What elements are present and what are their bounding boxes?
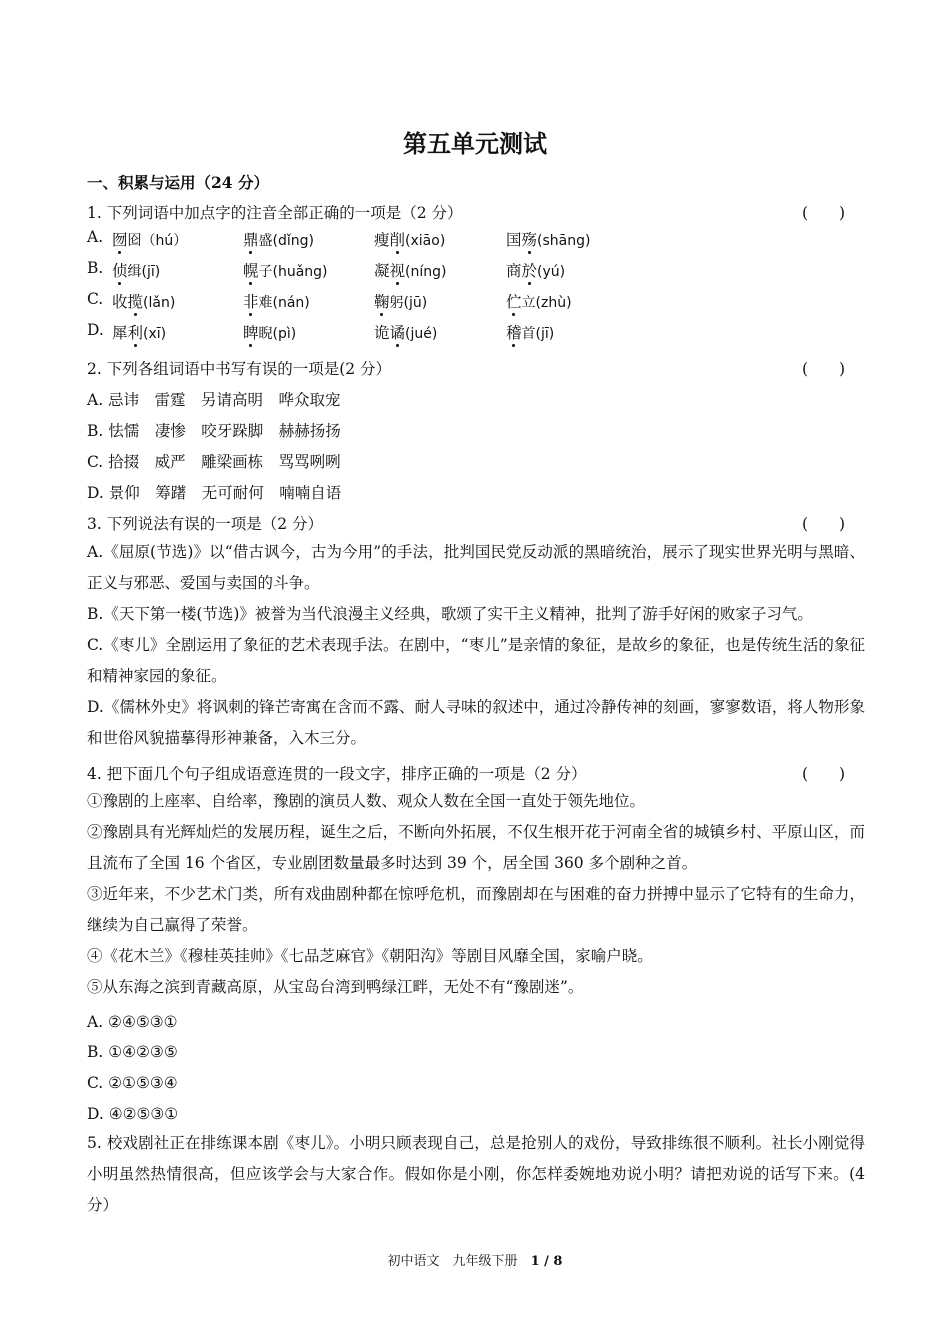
dotted-character: 削 [389,231,406,249]
term-pinyin: 盛(dǐng) [258,233,314,249]
page-footer [0,1250,950,1269]
sentence-4: ④《花木兰》《穆桂英挂帅》《七品芝麻官》《朝阳沟》等剧目风靡全国，家喻户晓。 [87,947,653,965]
question-5: 5. 校戏剧社正在排练课本剧《枣儿》。小明只顾表现自己，总是抢别人的戏份，导致排练很不顺利。社长小刚觉得小明虽然热情很高，但应该学会与大家合作。假如你是小刚，你怎样委婉地劝说小明？请把劝说的话写下来。(4 分） [87,1134,865,1214]
dotted-character: 视 [389,262,406,280]
term-pinyin: 囵（hú） [127,233,188,249]
question-2-option-d: D. 景仰 筹躇 无可耐何 喃喃自语 [87,484,342,502]
answer-bracket-4: ( ) [802,765,846,783]
sentence-2: ②豫剧具有光辉灿烂的发展历程，诞生之后，不断向外拓展，不仅生根开花于河南全省的城镇乡村、平原山区，而且流布了全国 16 个省区，专业剧团数量最多时达到 39 个，居全国 360 多个剧种之首。 [87,823,865,872]
sentence-3: ③近年来，不少艺术门类，所有戏曲剧种都在惊呼危机，而豫剧却在与困难的奋力拼搏中显示了它特有的生命力，继续为自己赢得了荣誉。 [87,885,865,934]
question-1-option-label: A. [87,228,104,246]
term-text: 收 [112,293,128,311]
dotted-character: 鼎 [243,231,259,249]
question-1-stem: 1. 下列词语中加点字的注音全部正确的一项是（2 分） [87,204,463,222]
term-pinyin: 躬(jū) [389,295,428,311]
question-4-option-c: C. ②①⑤③④ [87,1074,178,1092]
question-3-option-a: A.《屈原(节选)》以“借古讽今，古为今用”的手法，批判国民党反动派的黑暗统治，展示了现实世界光明与黑暗、正义与邪恶、爱国与卖国的斗争。 [87,543,865,592]
dotted-character: 稽 [506,324,522,342]
question-4-option-d: D. ④②⑤③① [87,1105,179,1123]
question-1-term [374,290,427,312]
question-4-stem: 4. 把下面几个句子组成语意连贯的一段文字，排序正确的一项是（2 分） [87,765,587,783]
term-pinyin: (xiāo) [405,233,446,249]
question-1-term [506,228,590,250]
question-1-term [243,290,310,312]
term-pinyin: 缉(jī) [127,264,161,280]
dotted-character: 鞠 [374,293,390,311]
dotted-character: 殇 [521,231,538,249]
dotted-character: 侦 [112,262,128,280]
question-1-option-label: D. [87,321,104,339]
question-3-stem: 3. 下列说法有误的一项是（2 分） [87,515,324,533]
question-2-stem: 2. 下列各组词语中书写有误的一项是(2 分） [87,360,392,378]
question-1-term [112,290,175,312]
footer-subject: 初中语文 九年级下册 [387,1254,531,1269]
question-2-option-a: A. 忌讳 雷霆 另请高明 哗众取宠 [87,391,341,409]
page-number: 1 / 8 [530,1254,563,1269]
question-1-term [112,321,166,343]
term-text: 国 [506,231,522,249]
question-4-option-a: A. ②④⑤③① [87,1013,178,1031]
term-pinyin: (jué) [405,326,438,342]
question-1-term [243,259,328,281]
answer-bracket-1: ( ) [802,204,846,222]
question-3-option-b: B.《天下第一楼(节选)》被誉为当代浪漫主义经典，歌颂了实干主义精神，批判了游手好闲的败家子习气。 [87,605,813,623]
term-pinyin: 睨(pì) [258,326,297,342]
dotted-character: 谲 [389,324,406,342]
term-pinyin: 立(zhù) [521,295,572,311]
term-text: 犀 [112,324,128,342]
answer-bracket-2: ( ) [802,360,846,378]
term-pinyin: 子(huǎng) [258,264,328,280]
question-3-option-c: C.《枣儿》全剧运用了象征的艺术表现手法。在剧中，“枣儿”是亲情的象征，是故乡的象征，也是传统生活的象征和精神家园的象征。 [87,636,865,685]
question-1-term [112,228,187,250]
dotted-character: 利 [127,324,144,342]
term-pinyin: 首(jī) [521,326,555,342]
term-text: 瘦 [374,231,390,249]
term-pinyin: (lǎn) [143,295,176,311]
question-3-option-d: D.《儒林外史》将讽刺的锋芒寄寓在含而不露、耐人寻味的叙述中，通过冷静传神的刻画，寥寥数语，将人物形象和世俗风貌描摹得形神兼备，入木三分。 [87,698,865,747]
question-1-option-label: B. [87,259,104,277]
section-heading: 一、积累与运用（24 分） [87,173,269,192]
page-title: 第五单元测试 [403,129,547,158]
term-pinyin: (níng) [405,264,447,280]
term-text: 凝 [374,262,390,280]
question-2-option-b: B. 怯懦 凄惨 咬牙跺脚 赫赫扬扬 [87,422,341,440]
term-text: 诡 [374,324,390,342]
question-1-term [506,259,565,281]
question-2-option-c: C. 拾掇 威严 雕梁画栋 骂骂咧咧 [87,453,341,471]
question-1-term [374,321,437,343]
dotted-character: 揽 [127,293,144,311]
dotted-character: 幌 [243,262,259,280]
question-1-term [374,228,445,250]
term-text: 商 [506,262,522,280]
answer-bracket-3: ( ) [802,515,846,533]
sentence-5: ⑤从东海之滨到青藏高原，从宝岛台湾到鸭绿江畔，无处不有“豫剧迷”。 [87,978,584,996]
term-pinyin: (yú) [537,264,566,280]
question-1-term [112,259,160,281]
question-4-option-b: B. ①④②③⑤ [87,1043,178,1061]
dotted-character: 於 [521,262,538,280]
question-1-term [243,321,296,343]
question-1-option-label: C. [87,290,104,308]
dotted-character: 囫 [112,231,128,249]
sentence-1: ①豫剧的上座率、自给率，豫剧的演员人数、观众人数在全国一直处于领先地位。 [87,792,646,810]
question-1-term [506,290,572,312]
dotted-character: 睥 [243,324,259,342]
question-1-term [374,259,446,281]
dotted-character: 非 [243,293,259,311]
term-pinyin: (shāng) [537,233,591,249]
question-1-term [506,321,554,343]
term-pinyin: 难(nán) [258,295,310,311]
term-pinyin: (xī) [143,326,167,342]
dotted-character: 伫 [506,293,522,311]
question-1-term [243,228,314,250]
